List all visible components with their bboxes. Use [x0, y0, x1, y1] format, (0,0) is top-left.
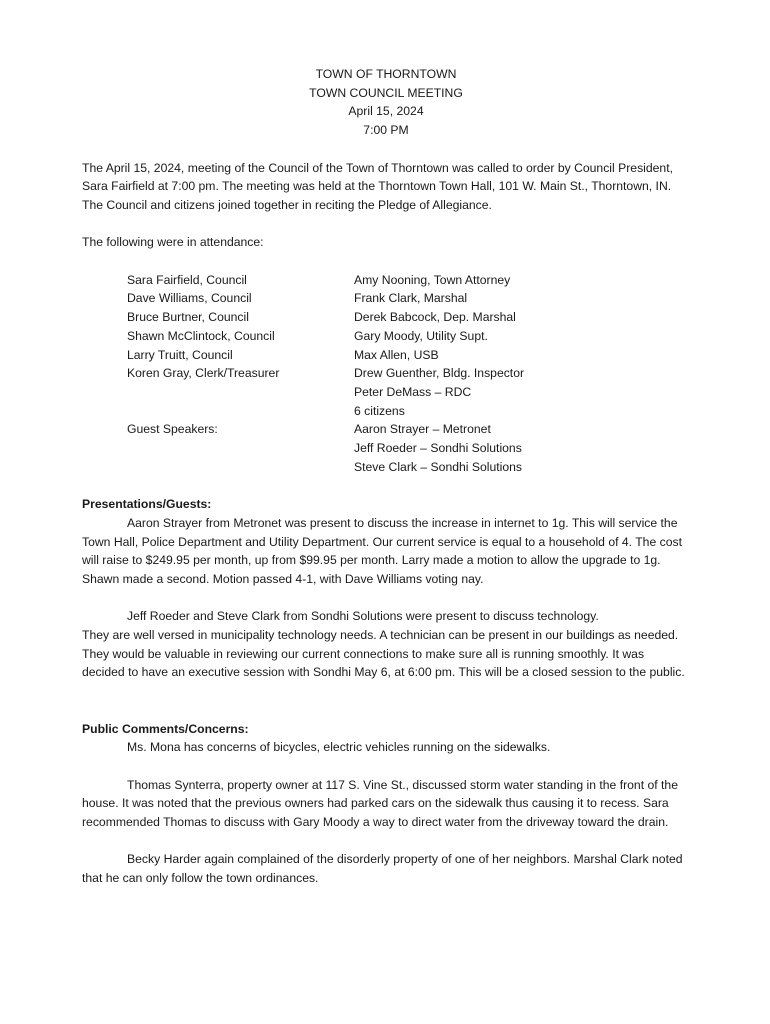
attendee: Peter DeMass – RDC	[354, 384, 472, 399]
attendee: Sara Fairfield, Council	[127, 272, 247, 287]
header-date: April 15, 2024	[348, 104, 424, 119]
guest-speaker: Steve Clark – Sondhi Solutions	[354, 459, 523, 474]
guest-speakers-list	[354, 420, 614, 476]
public-comments-heading: Public Comments/Concerns:	[82, 721, 249, 736]
attendee: Shawn McClintock, Council	[127, 328, 275, 343]
attendance-staff-column	[354, 271, 614, 421]
public-comment-mona: Ms. Mona has concerns of bicycles, electric vehicles running on the sidewalks.	[127, 740, 551, 755]
attendee: Drew Guenther, Bldg. Inspector	[354, 366, 525, 381]
attendee: Gary Moody, Utility Supt.	[354, 328, 488, 343]
attendee: Bruce Burtner, Council	[127, 310, 249, 325]
header-meeting: TOWN COUNCIL MEETING	[309, 85, 463, 100]
attendee: Amy Nooning, Town Attorney	[354, 272, 511, 287]
attendee: Derek Babcock, Dep. Marshal	[354, 310, 516, 325]
presentations-paragraph-sondhi: They are well versed in municipality technology needs. A technician can be present in our buildings as needed. They would be valuable in reviewing our current connections to make sure all is running smoothly. It was decided to have an executive session with Sondhi May 6, at 6:00 pm. This will be a closed session to the public.	[82, 628, 685, 680]
header-town: TOWN OF THORNTOWN	[315, 67, 457, 81]
guest-speaker: Aaron Strayer – Metronet	[354, 422, 491, 437]
header-time: 7:00 PM	[363, 123, 409, 138]
document-page	[82, 65, 690, 888]
document-header	[82, 65, 690, 140]
attendee: 6 citizens	[354, 403, 405, 418]
attendee: Frank Clark, Marshal	[354, 291, 468, 306]
presentations-paragraph-sondhi-intro: Jeff Roeder and Steve Clark from Sondhi Solutions were present to discuss technology.	[127, 609, 599, 624]
guest-speakers-label: Guest Speakers:	[127, 422, 218, 437]
presentations-heading: Presentations/Guests:	[82, 497, 212, 512]
attendee: Larry Truitt, Council	[127, 347, 233, 362]
public-comment-synterra: Thomas Synterra, property owner at 117 S. Vine St., discussed storm water standing in the front of the house. It was noted that the previous owners had parked cars on the sidewalk thus causing it to recess. Sara recommended Thomas to discuss with Gary Moody a way to direct water from the driveway toward the drain.	[82, 777, 678, 829]
presentations-paragraph-metronet: Aaron Strayer from Metronet was present to discuss the increase in internet to 1g. This will service the Town Hall, Police Department and Utility Department. Our current service is equal to a household of 4. The cost will raise to $249.95 per month, up from $99.95 per month. Larry made a motion to allow the upgrade to 1g. Shawn made a second. Motion passed 4-1, with Dave Williams voting nay.	[82, 515, 682, 586]
attendance-council-column	[127, 271, 354, 421]
guest-speaker: Jeff Roeder – Sondhi Solutions	[354, 441, 522, 456]
intro-paragraph: The April 15, 2024, meeting of the Council of the Town of Thorntown was called to order by Council President, Sara Fairfield at 7:00 pm. The meeting was held at the Thorntown Town Hall, 101 W. Main St., Thorntown, IN. The Council and citizens joined together in reciting the Pledge of Allegiance.	[82, 160, 673, 212]
attendee: Dave Williams, Council	[127, 291, 252, 306]
attendance-list	[127, 271, 690, 421]
public-comment-harder: Becky Harder again complained of the disorderly property of one of her neighbors. Marshal Clark noted that he can only follow the town ordinances.	[82, 852, 683, 886]
attendee: Max Allen, USB	[354, 347, 439, 362]
guest-speakers	[127, 420, 690, 476]
attendee: Koren Gray, Clerk/Treasurer	[127, 366, 280, 381]
attendance-label: The following were in attendance:	[82, 235, 264, 250]
